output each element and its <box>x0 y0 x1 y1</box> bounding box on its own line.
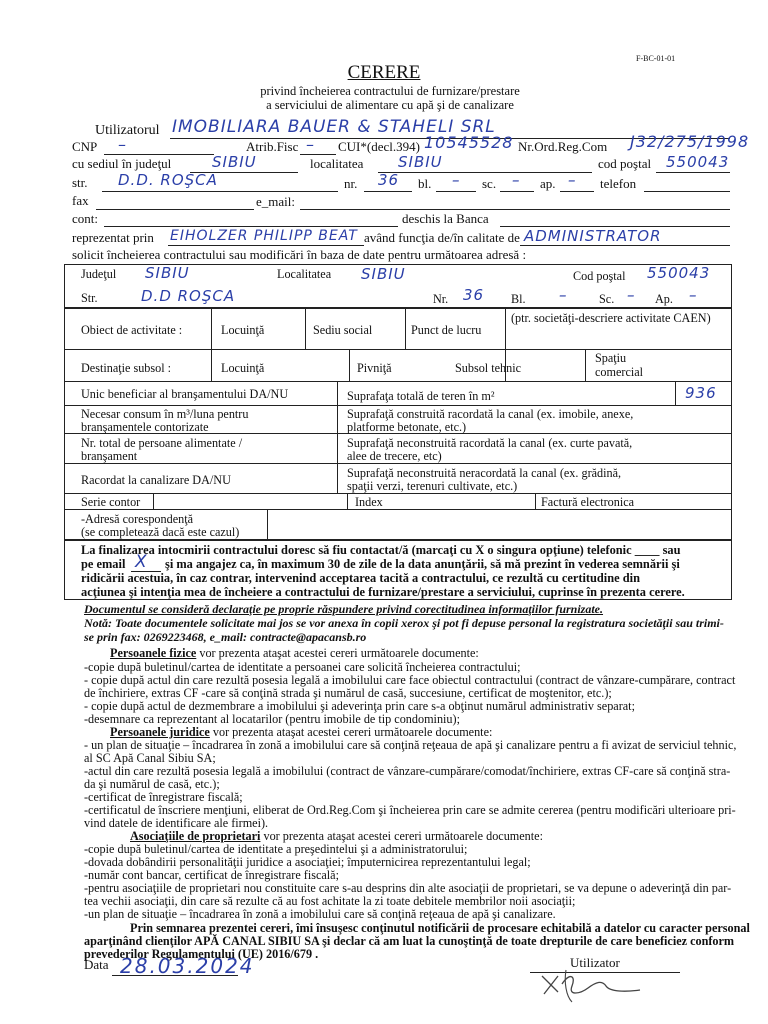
solicit-text: solicit încheierea contractului sau modificări în baza de date pentru următoarea adresă : <box>72 247 527 262</box>
form-code: F-BC-01-01 <box>636 54 676 63</box>
persoane-fizice-title: Persoanele fizice <box>110 646 197 660</box>
destinatie-label: Destinaţie subsol : <box>81 361 172 375</box>
finalize-line2-pre: pe email <box>81 557 126 571</box>
factura-electronica-label: Factură electronica <box>541 495 635 509</box>
obiect-sediu-social[interactable]: Sediu social <box>313 323 373 337</box>
declaration-line1: Documentul se consideră declaraţie pe proprie răspundere privind corectitudinea informaţiilor furnizate. <box>84 602 604 616</box>
nr-pers-label-2: branşament <box>81 449 138 463</box>
address-str-field[interactable]: D.D ROŞCA <box>141 287 236 305</box>
localitatea-underline <box>378 172 592 173</box>
subtitle-line1: privind încheierea contractului de furnizare/prestare <box>260 84 520 98</box>
necesar-label-1: Necesar consum în m³/luna pentru <box>81 407 249 421</box>
supr-totala-field[interactable]: 936 <box>685 384 717 402</box>
destinatie-pivnita[interactable]: Pivniţă <box>357 361 392 375</box>
address-sc-label: Sc. <box>599 292 615 306</box>
sc-label: sc. <box>482 176 497 191</box>
bl-label: bl. <box>418 176 432 191</box>
reprezentat-field[interactable]: EIHOLZER PHILIPP BEAT <box>170 228 358 244</box>
juridice-line-5: -certificatul de înscriere menţiuni, eliberat de Ord.Reg.Com şi încheierea prin care se admite cererea (pentru modificări ulterioare pri- <box>84 803 736 817</box>
ordreg-label: Nr.Ord.Reg.Com <box>518 139 608 154</box>
functia-field[interactable]: ADMINISTRATOR <box>524 227 662 245</box>
serie-contor-label: Serie contor <box>81 495 141 509</box>
obiect-locuinta[interactable]: Locuinţă <box>221 323 265 337</box>
address-bl-label: Bl. <box>511 292 526 306</box>
codpostal-label: cod poştal <box>598 156 652 171</box>
address-nr-field[interactable]: 36 <box>463 286 485 304</box>
unic-label: Unic beneficiar al branşamentului DA/NU <box>81 387 289 401</box>
supr-neconstr-nerac-1: Suprafaţă neconstruită neracordată la canal (ex. grădină, <box>347 466 622 480</box>
bl-underline <box>436 191 476 192</box>
data-field[interactable]: 28.03.2024 <box>120 954 255 978</box>
nr-underline <box>364 191 412 192</box>
obiect-label: Obiect de activitate : <box>81 323 183 337</box>
str-label: str. <box>72 175 88 190</box>
address-localitatea-field[interactable]: SIBIU <box>361 265 406 283</box>
persoane-juridice-heading <box>110 725 492 739</box>
destinatie-locuinta[interactable]: Locuinţă <box>221 361 265 375</box>
declaration-line2: Notă: Toate documentele solicitate mai jos se vor anexa în copii xerox şi pot fi depuse personal la registratura societăţii sau trimi- <box>84 616 724 630</box>
fizice-line-0: -copie după buletinul/cartea de identitate a persoanei care solicită încheierea contractului; <box>84 660 521 674</box>
supr-constr-label-1: Suprafaţă construită racordată la canal (ex. imobile, anexe, <box>347 407 634 421</box>
ordreg-field[interactable]: J32/275/1998 <box>630 132 750 151</box>
functia-label: având funcţia de/în calitate de <box>364 230 520 245</box>
asociatii-title: Asociaţiile de proprietari <box>130 829 261 843</box>
asociatii-line-4: tea vechii asociaţii, din care să rezulte că au fost achitate la zi toate debitele membrilor noii asociaţii; <box>84 894 576 908</box>
persoane-fizice-rest: vor prezenta ataşat acestei cereri următoarele documente: <box>196 646 479 660</box>
cont-label: cont: <box>72 211 98 226</box>
supr-totala-label: Suprafaţa totală de teren în m² <box>347 389 495 403</box>
judetul-label: Judeţul <box>81 267 117 281</box>
sc-underline <box>500 191 534 192</box>
juridice-line-3: da şi numărul de casă, etc.); <box>84 777 220 791</box>
cnp-field[interactable]: – <box>118 135 127 154</box>
ap-label: ap. <box>540 176 556 191</box>
utilizatorul-label: Utilizatorul <box>95 123 160 138</box>
racordat-label: Racordat la canalizare DA/NU <box>81 473 231 487</box>
fizice-line-1: - copie după actul din care rezultă posesia legală a imobilului care face obiectul contractului (contract de vânzare-cumpărare, contract <box>84 673 736 687</box>
finalize-line4: acţiunea şi intenţia mea de încheiere a contractului de furnizare/prestare a serviciului, cuprinse în prezenta cerere. <box>81 585 685 599</box>
persoane-juridice-title: Persoanele juridice <box>110 725 210 739</box>
juridice-line-1: al SC Apă Canal Sibiu SA; <box>84 751 216 765</box>
cont-underline <box>104 226 398 227</box>
email-underline <box>300 209 730 210</box>
asociatii-line-2: -număr cont bancar, certificat de înregistrare fiscală; <box>84 868 339 882</box>
fizice-line-4: -desemnare ca reprezentant al locatarilor (pentru imobile de tip condominiu); <box>84 712 460 726</box>
consent-line1: Prin semnarea prezentei cereri, îmi însuşesc conţinutul notificării de procesare echitabilă a datelor cu caracter personal <box>130 921 750 935</box>
nr-field[interactable]: 36 <box>378 171 400 189</box>
finalize-line1: La finalizarea intocmirii contractului doresc să fiu contactat/ă (marcaţi cu X o singura opţiune) telefonic ____ sau <box>81 543 681 557</box>
persoane-juridice-rest: vor prezenta ataşat acestei cereri următoarele documente: <box>209 725 493 739</box>
asociatii-line-0: -copie după buletinul/cartea de identitate a preşedintelui şi a administratorului; <box>84 842 468 856</box>
cui-label: CUI*(decl.394) <box>338 139 420 154</box>
fax-label: fax <box>72 193 89 208</box>
fax-underline <box>96 209 254 210</box>
sediu-field[interactable]: SIBIU <box>212 153 257 171</box>
telefon-underline <box>644 191 730 192</box>
page-title: CERERE <box>347 62 421 83</box>
bl-field[interactable]: – <box>452 171 461 189</box>
address-ap-field[interactable]: – <box>689 286 698 304</box>
cui-field[interactable]: 10545528 <box>424 133 514 152</box>
cnp-label: CNP <box>72 139 98 154</box>
banca-label: deschis la Banca <box>402 211 489 226</box>
nr-label: nr. <box>344 176 358 191</box>
address-codpostal-field[interactable]: 550043 <box>647 264 711 282</box>
finalize-line2-post: şi ma angajez ca, în maximum 30 de zile de la data anunţării, să mă prezint în vederea semnării şi <box>165 557 680 571</box>
judetul-field[interactable]: SIBIU <box>145 264 190 282</box>
necesar-label-2: branşamentele contorizate <box>81 420 209 434</box>
finalize-line3: ridicării acestuia, în caz contrar, intervenind acceptarea tacită a contractului, ce rezultă cu certitudine din <box>81 571 640 585</box>
asociatii-heading <box>130 829 543 843</box>
address-ap-label: Ap. <box>655 292 673 306</box>
destinatie-spatiu-comercial-2[interactable]: comercial <box>595 365 644 379</box>
fizice-line-2: de închiriere, extras CF -care să conţină strada şi numărul de casă, succesiune, certificat de moştenitor, etc.); <box>84 686 612 700</box>
address-nr-label: Nr. <box>433 292 449 306</box>
str-field[interactable]: D.D. ROŞCA <box>118 171 218 189</box>
juridice-line-6: vind datele de identificare ale firmei). <box>84 816 269 830</box>
consent-line2: aparţinând clienţilor APĂ CANAL SIBIU SA şi declar că am luat la cunoştinţă de toate drepturile de care beneficiez conform <box>84 934 735 948</box>
address-str-label: Str. <box>81 291 98 305</box>
sc-field[interactable]: – <box>512 171 521 189</box>
consent-line3: prevederilor Regulamentului (UE) 2016/679 . <box>84 947 319 961</box>
str-underline <box>102 191 338 192</box>
details-table <box>64 308 732 540</box>
supr-neconstr-rac-2: alee de trecere, etc) <box>347 449 442 463</box>
ap-underline <box>560 191 594 192</box>
destinatie-spatiu-comercial-1[interactable]: Spaţiu <box>595 351 627 365</box>
address-codpostal-label: Cod poştal <box>573 269 626 283</box>
finalize-box <box>64 540 732 600</box>
address-sc-field[interactable]: – <box>627 286 636 304</box>
email-label: e_mail: <box>256 194 295 209</box>
utilizatorul-field[interactable]: IMOBILIARA BAUER & STAHELI SRL <box>172 117 496 137</box>
address-bl-field[interactable]: – <box>559 286 568 304</box>
signature <box>536 962 676 1008</box>
persoane-fizice-heading <box>110 646 479 660</box>
juridice-line-2: -actul din care rezultă posesia legală a imobilului (contract de vânzare-cumpărare/comodat/închiriere, extras CF-care să conţină stra- <box>84 764 731 778</box>
supr-constr-label-2: platforme betonate, etc.) <box>347 420 467 434</box>
nr-pers-label-1: Nr. total de persoane alimentate / <box>81 436 243 450</box>
fizice-line-3: - copie după actul de dezmembrare a imobilului şi adeverinţa prin care s-a obţinut numărul administrativ separat; <box>84 699 635 713</box>
address-localitatea-label: Localitatea <box>277 267 332 281</box>
asociatii-line-1: -dovada dobândirii personalităţii juridice a asociaţiei; împuternicirea reprezentantului legal; <box>84 855 531 869</box>
destinatie-subsol-tehnic[interactable]: Subsol tehnic <box>455 361 522 375</box>
atrib-field[interactable]: – <box>306 135 315 154</box>
email-x-mark[interactable]: X <box>135 552 148 572</box>
adresa-coresp-1: -Adresă corespondenţă <box>81 512 194 526</box>
address-box <box>64 264 732 308</box>
supr-neconstr-nerac-2: spaţii verzi, terenuri cultivate, etc.) <box>347 479 518 493</box>
reprezentat-underline <box>168 245 364 246</box>
subtitle-line2: a serviciului de alimentare cu apă şi de canalizare <box>266 98 514 112</box>
obiect-punct-lucru[interactable]: Punct de lucru <box>411 323 482 337</box>
asociatii-line-5: -un plan de situaţie – încadrarea în zonă a imobilului care să conţină reţeaua de apă şi canalizare. <box>84 907 556 921</box>
codpostal-field[interactable]: 550043 <box>666 153 730 171</box>
atrib-label: Atrib.Fisc <box>246 139 299 154</box>
telefon-label: telefon <box>600 176 637 191</box>
localitatea-field[interactable]: SIBIU <box>398 153 443 171</box>
adresa-coresp-2: (se completează dacă este cazul) <box>81 525 240 539</box>
ap-field[interactable]: – <box>568 171 577 189</box>
utilizator-label: Utilizator <box>570 955 620 970</box>
index-label: Index <box>355 495 383 509</box>
codpostal-underline <box>656 172 730 173</box>
asociatii-line-3: -pentru asociaţiile de proprietari nou constituite care s-au desprins din alte asociaţii de proprietari, se va depune o adeverinţă din par- <box>84 881 732 895</box>
supr-neconstr-rac-1: Suprafaţă neconstruită racordată la canal (ex. curte pavată, <box>347 436 633 450</box>
data-label: Data <box>84 957 109 972</box>
juridice-line-4: -certificat de înregistrare fiscală; <box>84 790 243 804</box>
juridice-line-0: - un plan de situaţie – încadrarea în zonă a imobilului care să conţină reţeaua de apă şi canalizare pentru a fi avizat de serviciul tehnic, <box>84 738 737 752</box>
declaration-line3: se prin fax: 0269223468, e_mail: contracte@apacansb.ro <box>84 630 367 644</box>
sediu-label: cu sediul în judeţul <box>72 156 172 171</box>
localitatea-label: localitatea <box>310 156 364 171</box>
reprezentat-label: reprezentat prin <box>72 230 154 245</box>
asociatii-rest: vor prezenta ataşat acestei cereri următoarele documente: <box>260 829 543 843</box>
caen-note: (ptr. societăţi-descriere activitate CAEN) <box>511 311 711 325</box>
